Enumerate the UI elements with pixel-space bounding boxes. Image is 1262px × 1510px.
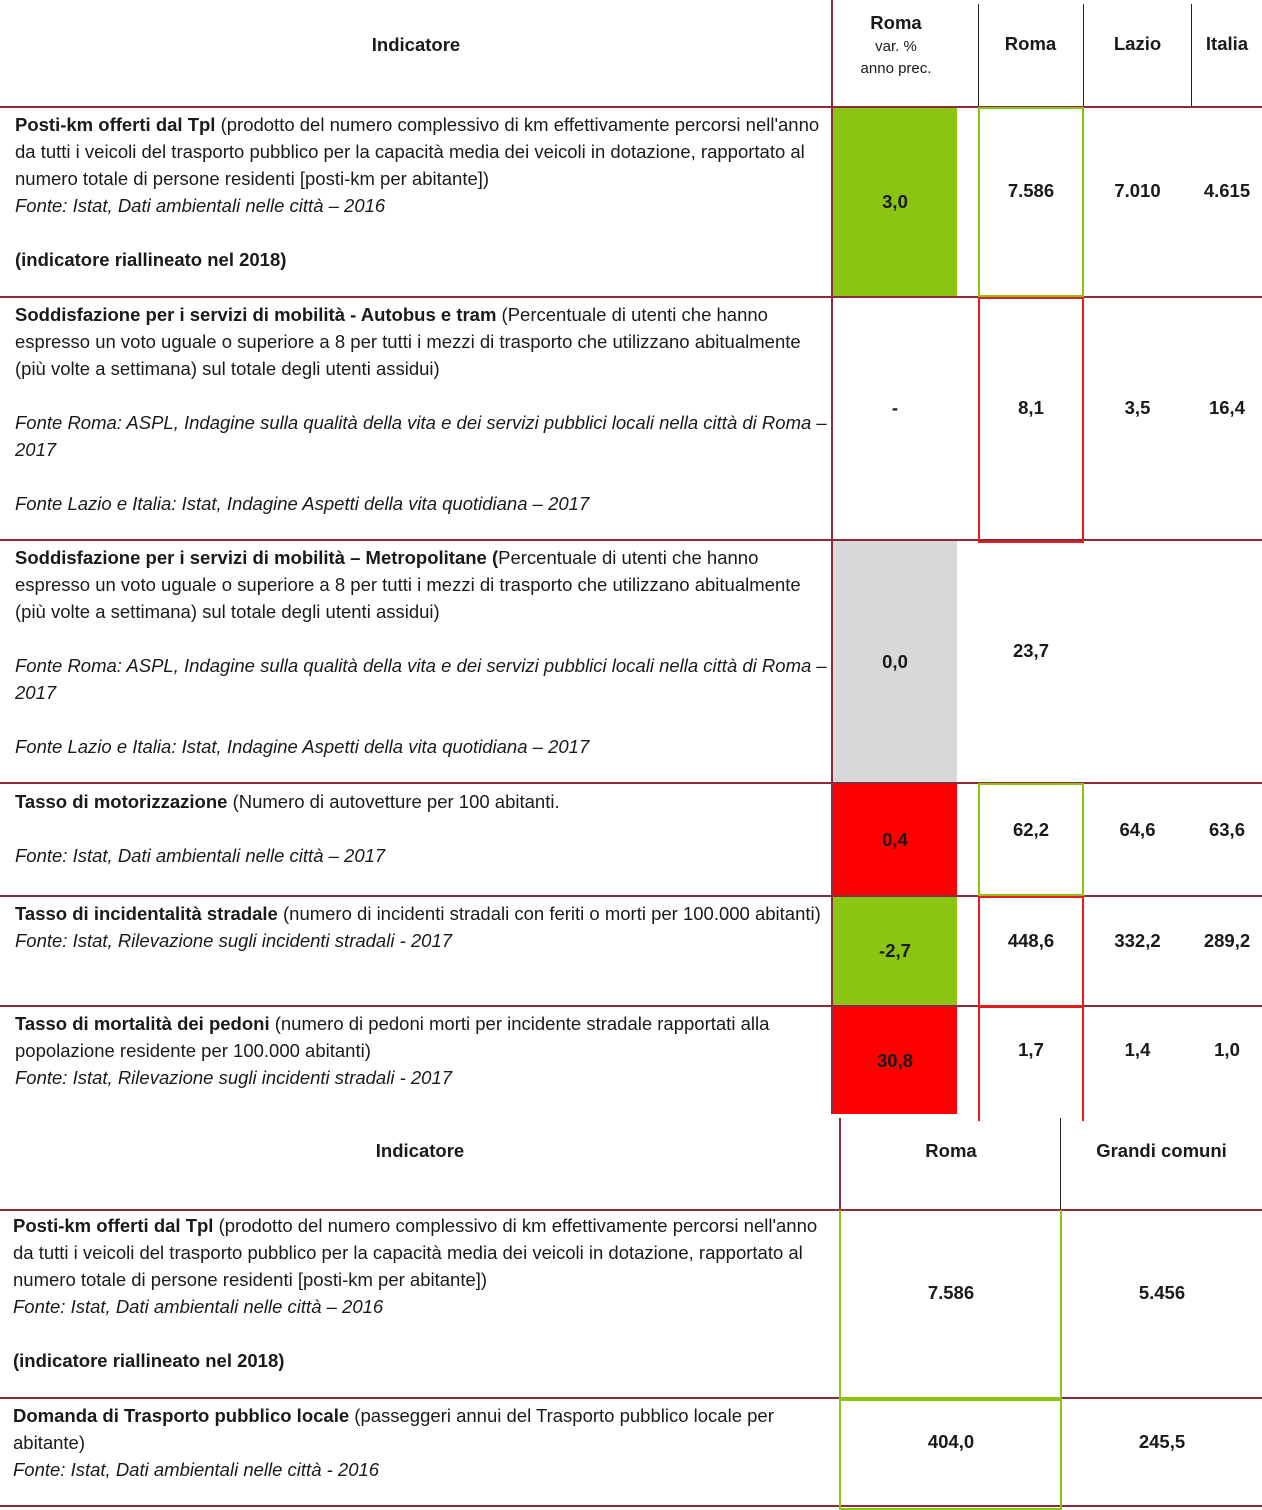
roma-value: 1,7 (1018, 1039, 1044, 1060)
grandi-comuni-value: 245,5 (1138, 1431, 1186, 1452)
roma-value: 7.586 (927, 1282, 975, 1303)
row-title: Posti-km offerti dal Tpl (13, 1215, 214, 1236)
row-title: Soddisfazione per i servizi di mobilità – Metropolitane ( (15, 547, 499, 568)
roma-value: 62,2 (1012, 819, 1049, 840)
row-source: Fonte: Istat, Rilevazione sugli incidenti stradali - 2017 (15, 1067, 453, 1088)
header-roma-var-label: Roma (870, 12, 922, 33)
row-desc: (Numero di autovetture per 100 abitanti. (227, 791, 560, 812)
row-motorizzazione (15, 788, 827, 869)
header-indicatore: Indicatore (375, 1140, 465, 1161)
var-cell: -2,7 (833, 897, 957, 1005)
var-cell: 0,4 (833, 784, 957, 895)
grandi-comuni-value: 5.456 (1138, 1282, 1186, 1303)
row-desc: Percentuale di utenti che hanno espresso un voto uguale o superiore a 8 per tutti i mezzi di trasporto che utilizzano abitualmente (più volte a settimana) sul totale degli utenti assidui) (15, 547, 801, 622)
row-desc: (prodotto del numero complessivo di km effettivamente percorsi nell'anno da tutti i veicoli del trasporto pubblico per la capacità media dei veicoli in dotazione, rapportato al numero totale di persone residenti [posti-km per abitante]) (15, 114, 820, 189)
row-title: Posti-km offerti dal Tpl (15, 114, 216, 135)
roma-value: 448,6 (1007, 930, 1055, 951)
lazio-value: 7.010 (1114, 180, 1161, 201)
row-title: Soddisfazione per i servizi di mobilità - Autobus e tram (15, 304, 497, 325)
header-roma: Roma (925, 1140, 977, 1161)
row-title: Domanda di Trasporto pubblico locale (13, 1405, 350, 1426)
row-desc: (numero di pedoni morti per incidente stradale rapportati alla popolazione residente per 100.000 abitanti) (15, 1013, 770, 1061)
row-soddisfazione-metro (15, 544, 827, 760)
row-source-lazio-italia: Fonte Lazio e Italia: Istat, Indagine Aspetti della vita quotidiana – 2017 (15, 493, 590, 514)
row-posti-km (15, 111, 827, 273)
row-domanda-tpl (13, 1402, 833, 1483)
roma-value: 8,1 (1018, 397, 1044, 418)
header-roma-var-sub1: var. % (875, 38, 917, 55)
row-source-roma: Fonte Roma: ASPL, Indagine sulla qualità della vita e dei servizi pubblici locali nella città di Roma – 2017 (15, 412, 827, 460)
row-note: (indicatore riallineato nel 2018) (15, 249, 287, 270)
row-desc: (numero di incidenti stradali con feriti o morti per 100.000 abitanti) (277, 903, 821, 924)
header-roma-var (834, 5, 958, 85)
lazio-value: 3,5 (1124, 397, 1151, 418)
row-title: Tasso di incidentalità stradale (15, 903, 278, 924)
row-source: Fonte: Istat, Dati ambientali nelle città – 2017 (15, 845, 386, 866)
row-source: Fonte: Istat, Dati ambientali nelle città - 2016 (13, 1459, 380, 1480)
row-soddisfazione-autobus (15, 301, 827, 517)
header-grandi-comuni: Grandi comuni (1096, 1140, 1227, 1161)
row-note: (indicatore riallineato nel 2018) (13, 1350, 285, 1371)
var-cell: - (891, 397, 899, 418)
italia-value: 63,6 (1208, 819, 1245, 840)
row-source: Fonte: Istat, Dati ambientali nelle città – 2016 (13, 1296, 384, 1317)
header-lazio: Lazio (1113, 33, 1162, 54)
italia-value: 289,2 (1203, 930, 1251, 951)
lazio-value: 64,6 (1119, 819, 1156, 840)
header-roma-var-sub2: anno prec. (860, 60, 932, 77)
italia-value: 4.615 (1203, 180, 1251, 201)
row-desc: (passeggeri annui del Trasporto pubblico locale per abitante) (13, 1405, 774, 1453)
row-title: Tasso di mortalità dei pedoni (15, 1013, 270, 1034)
row-incidentalita (15, 900, 827, 954)
row-desc: (prodotto del numero complessivo di km effettivamente percorsi nell'anno da tutti i veicoli del trasporto pubblico per la capacità media dei veicoli in dotazione, rapportato al numero totale di persone residenti [posti-km per abitante]) (13, 1215, 818, 1290)
italia-value: 16,4 (1208, 397, 1245, 418)
italia-value: 1,0 (1214, 1039, 1240, 1060)
row-posti-km (13, 1212, 833, 1374)
row-source-roma: Fonte Roma: ASPL, Indagine sulla qualità della vita e dei servizi pubblici locali nella città di Roma – 2017 (15, 655, 827, 703)
lazio-value: 1,4 (1124, 1039, 1151, 1060)
roma-value: 23,7 (1012, 640, 1049, 661)
roma-value: 7.586 (1007, 180, 1055, 201)
var-cell: 30,8 (833, 1007, 957, 1114)
header-roma: Roma (1004, 33, 1057, 54)
header-italia: Italia (1205, 33, 1249, 54)
row-mortalita-pedoni (15, 1010, 827, 1091)
row-source: Fonte: Istat, Dati ambientali nelle città – 2016 (15, 195, 386, 216)
var-cell: 3,0 (833, 108, 957, 296)
lazio-value: 332,2 (1114, 930, 1161, 951)
header-indicatore: Indicatore (371, 34, 461, 55)
row-title: Tasso di motorizzazione (15, 791, 228, 812)
var-cell: 0,0 (833, 541, 957, 782)
row-desc: (Percentuale di utenti che hanno espresso un voto uguale o superiore a 8 per tutti i mezzi di trasporto che utilizzano abitualmente (più volte a settimana) sul totale degli utenti assidui) (15, 304, 801, 379)
row-source-lazio-italia: Fonte Lazio e Italia: Istat, Indagine Aspetti della vita quotidiana – 2017 (15, 736, 590, 757)
row-source: Fonte: Istat, Rilevazione sugli incidenti stradali - 2017 (15, 930, 453, 951)
roma-value: 404,0 (927, 1431, 975, 1452)
